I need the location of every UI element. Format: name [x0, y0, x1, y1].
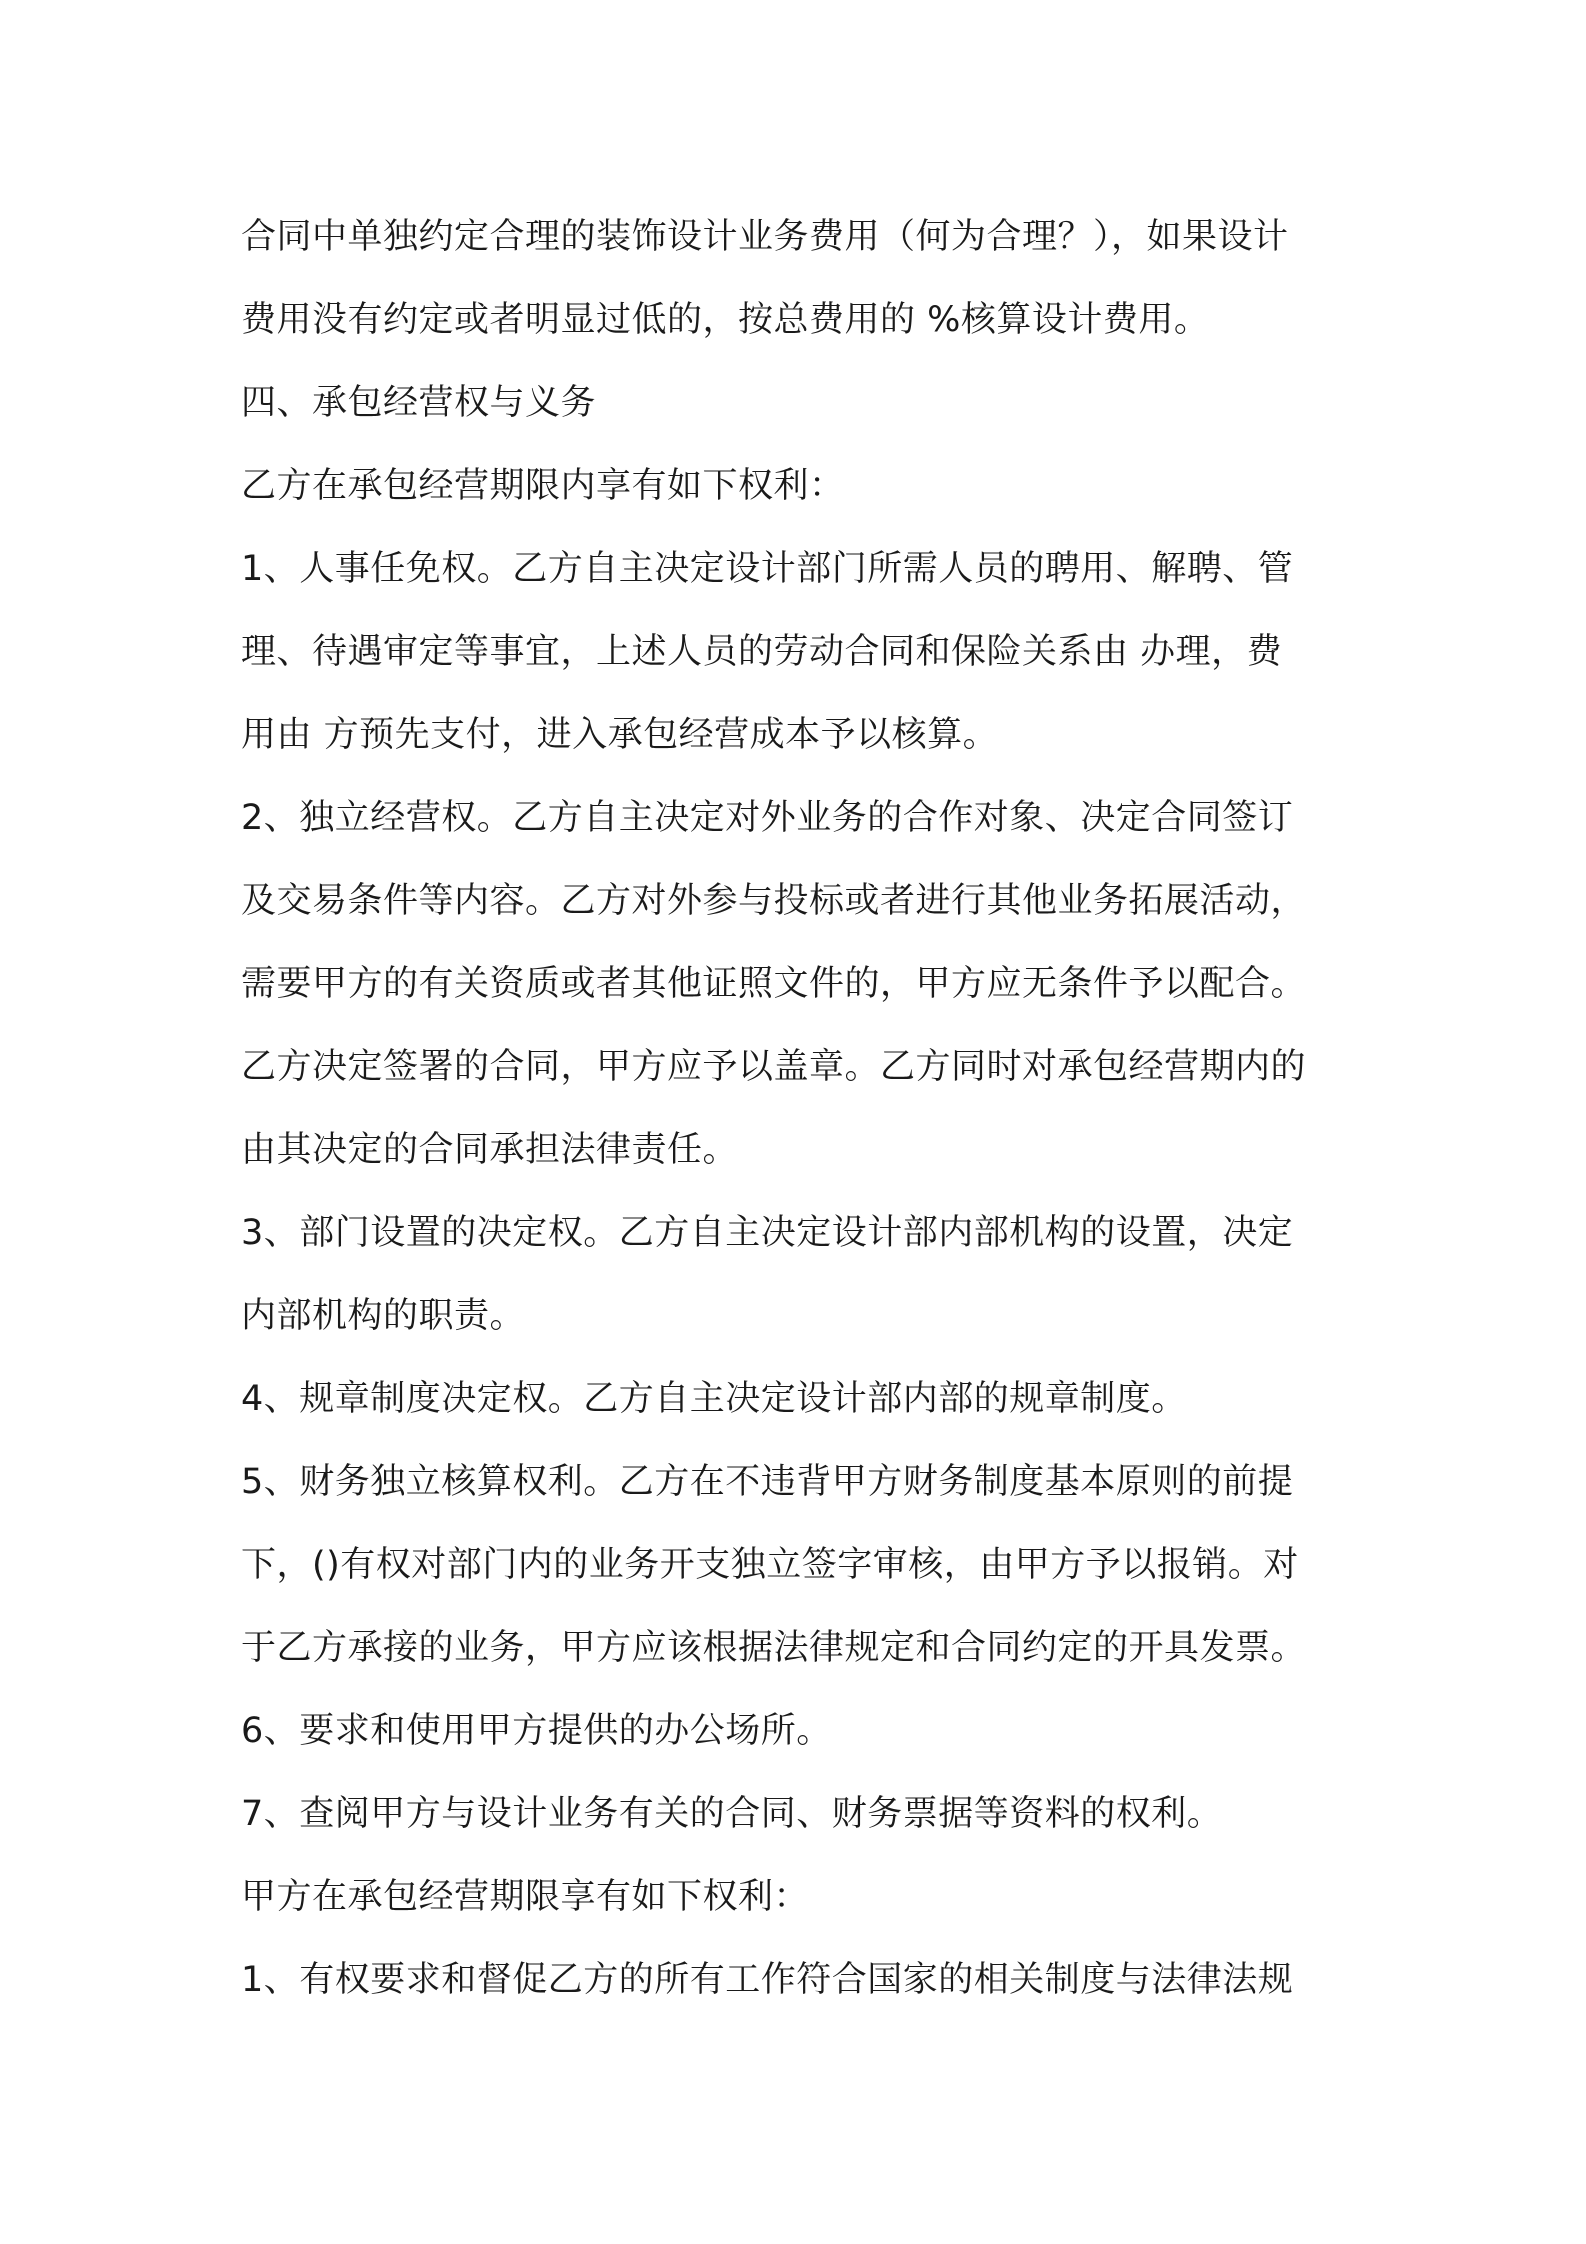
document-body	[241, 196, 1351, 2022]
text-line: 合同中单独约定合理的装饰设计业务费用（何为合理？），如果设计	[241, 217, 1289, 257]
text-line: 理、待遇审定等事宜，上述人员的劳动合同和保险关系由 办理，费	[241, 632, 1283, 672]
text-line: 于乙方承接的业务，甲方应该根据法律规定和合同约定的开具发票。	[241, 1628, 1307, 1668]
list-item: 4、规章制度决定权。乙方自主决定设计部内部的规章制度。	[241, 1379, 1187, 1419]
list-item: 6、要求和使用甲方提供的办公场所。	[241, 1711, 832, 1751]
text-line: 甲方在承包经营期限享有如下权利：	[241, 1877, 810, 1917]
text-line: 需要甲方的有关资质或者其他证照文件的，甲方应无条件予以配合。	[241, 964, 1307, 1004]
list-item: 3、部门设置的决定权。乙方自主决定设计部内部机构的设置，决定	[241, 1213, 1294, 1253]
text-line: 及交易条件等内容。乙方对外参与投标或者进行其他业务拓展活动，	[241, 881, 1307, 921]
list-item: 2、独立经营权。乙方自主决定对外业务的合作对象、决定合同签订	[241, 798, 1294, 838]
text-line: 乙方决定签署的合同，甲方应予以盖章。乙方同时对承包经营期内的	[241, 1047, 1307, 1087]
section-heading: 四、承包经营权与义务	[241, 383, 597, 423]
text-line: 用由 方预先支付，进入承包经营成本予以核算。	[241, 715, 999, 755]
text-line: 费用没有约定或者明显过低的，按总费用的 %核算设计费用。	[241, 300, 1210, 340]
text-line: 由其决定的合同承担法律责任。	[241, 1130, 739, 1170]
list-item: 1、有权要求和督促乙方的所有工作符合国家的相关制度与法律法规	[241, 1960, 1294, 2000]
text-line: 内部机构的职责。	[241, 1296, 526, 1336]
text-line: 乙方在承包经营期限内享有如下权利：	[241, 466, 845, 506]
list-item: 1、人事任免权。乙方自主决定设计部门所需人员的聘用、解聘、管	[241, 549, 1294, 589]
list-item: 5、财务独立核算权利。乙方在不违背甲方财务制度基本原则的前提	[241, 1462, 1294, 1502]
text-line: 下，()有权对部门内的业务开支独立签字审核，由甲方予以报销。对	[241, 1545, 1299, 1585]
list-item: 7、查阅甲方与设计业务有关的合同、财务票据等资料的权利。	[241, 1794, 1223, 1834]
